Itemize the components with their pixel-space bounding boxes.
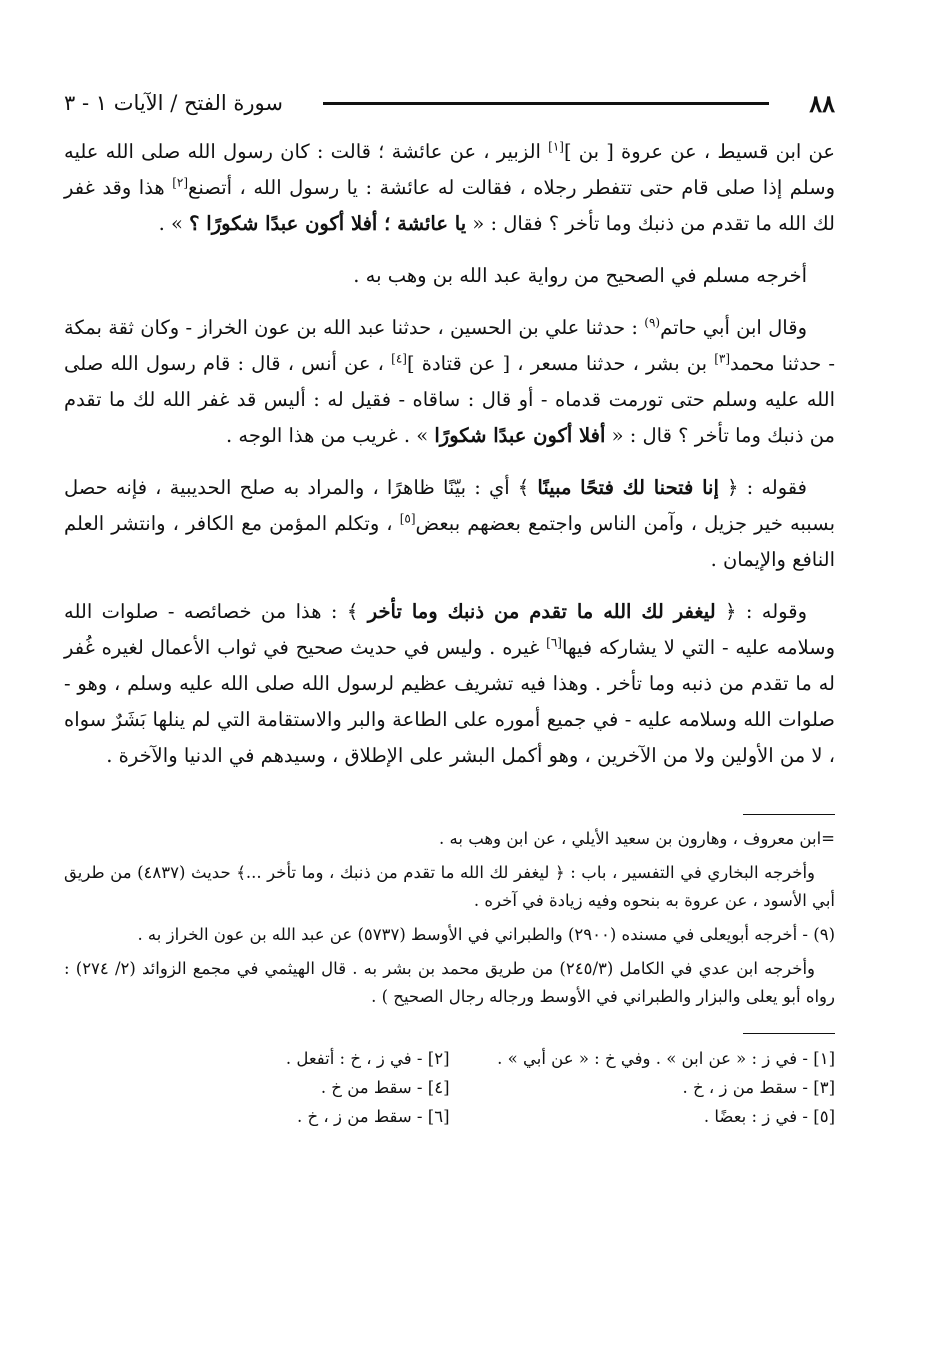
hadith-quote: يا عائشة ؛ أفلا أكون عبدًا شكورًا ؟	[189, 212, 467, 235]
hadith-quote: أفلا أكون عبدًا شكورًا	[434, 424, 606, 447]
bracket-note-2: [٢] - في ز ، خ : أتفعل .	[285, 1049, 450, 1068]
paragraph-1: عن ابن قسيط ، عن عروة [ بن ][١] الزبير ، عن عائشة ؛ قالت : كان رسول الله صلى الله عليه وسلم إذا صلى قام حتى تتفطر رجلاه ، فقالت له عائشة : يا رسول الله ، أتصنع[٢] هذا وقد غفر لك الله ما تقدم من ذنبك وما تأخر ؟ فقال : « يا عائشة ؛ أفلا أكون عبدًا شكورًا ؟ » .	[64, 139, 836, 235]
bracket-note-4: [٤] - سقط من خ .	[320, 1078, 450, 1097]
footnote-ref-5: [٥]	[399, 511, 416, 526]
footnote-continuation: =ابن معروف ، وهارون بن سعيد الأيلي ، عن ابن وهب به .	[439, 829, 835, 848]
bracket-note-5: [٥] - في ز : بعضًا .	[703, 1107, 835, 1126]
footnote-rule	[743, 814, 835, 815]
bracket-note-6: [٦] - سقط من ز ، خ .	[297, 1107, 450, 1126]
bracket-note-1: [١] - في ز : « عن ابن » . وفي خ : « عن أبي » .	[497, 1049, 835, 1068]
page-header	[64, 86, 835, 120]
footnotes	[64, 825, 835, 1011]
footnote-9: (٩) - أخرجه أبويعلى في مسنده (٢٩٠٠) والطبراني في الأوسط (٥٧٣٧) عن عبد الله بن عون الخراز به .	[137, 925, 835, 944]
bracket-notes-rule	[743, 1033, 835, 1034]
footnote-ref-1: [١]	[548, 139, 564, 154]
footnote-ref-6: [٦]	[546, 635, 562, 650]
bracket-notes-row	[64, 1044, 835, 1073]
bracket-notes	[64, 1044, 835, 1131]
main-text	[64, 134, 835, 774]
footnote-ref-4: [٤]	[391, 351, 407, 366]
bracket-notes-row	[64, 1102, 835, 1131]
paragraph-4: فقوله : ﴿ إنا فتحنا لك فتحًا مبينًا ﴾ أي : بيّنًا ظاهرًا ، والمراد به صلح الحديبية ، فإنه حصل بسببه خير جزيل ، وآمن الناس واجتمع بعضهم ببعض[٥] ، وتكلم المؤمن مع الكافر ، وانتشر العلم النافع والإيمان .	[64, 476, 835, 571]
quran-verse: إنا فتحنا لك فتحًا مبينًا	[537, 476, 719, 499]
running-head: سورة الفتح / الآيات ١ - ٣	[64, 91, 283, 115]
quran-verse: ليغفر لك الله ما تقدم من ذنبك وما تأخر	[367, 600, 716, 623]
page-number: ٨٨	[809, 88, 835, 118]
footnote-ref-3: [٣]	[714, 351, 731, 366]
footnote-ref-2: [٢]	[172, 175, 189, 190]
header-rule	[323, 102, 769, 105]
footnote-bukhari: وأخرجه البخاري في التفسير ، باب : ﴿ ليغفر لك الله ما تقدم من ذنبك ، وما تأخر ...﴾ حديث (٤٨٣٧) من طريق أبي الأسود ، عن عروة به بنحوه وفيه زيادة في آخره .	[64, 863, 835, 910]
paragraph-5: وقوله : ﴿ ليغفر لك الله ما تقدم من ذنبك وما تأخر ﴾ : هذا من خصائصه - صلوات الله وسلامه عليه - التي لا يشاركه فيها[٦] غيره . وليس في حديث صحيح في ثواب الأعمال لغيره غُفر له ما تقدم من ذنبه وما تأخر . وهذا فيه تشريف عظيم لرسول الله صلى الله عليه وسلم ، وهو - صلوات الله وسلامه عليه - في جميع أموره على الطاعة والبر والاستقامة التي لم ينلها بَشَرٌ سواه ، لا من الأولين ولا من الآخرين ، وهو أكمل البشر على الإطلاق ، وسيدهم في الدنيا والآخرة .	[64, 600, 835, 767]
bracket-note-3: [٣] - سقط من ز ، خ .	[682, 1078, 835, 1097]
footnote-ibn-adi: وأخرجه ابن عدي في الكامل (٢٤٥/٣) من طريق محمد بن بشر به . قال الهيثمي في مجمع الزوائد (٢/ ٢٧٤) : رواه أبو يعلى والبزار والطبراني في الأوسط ورجاله رجال الصحيح ) .	[64, 959, 835, 1006]
paragraph-2: أخرجه مسلم في الصحيح من رواية عبد الله بن وهب به .	[353, 264, 807, 287]
bracket-notes-row	[64, 1073, 835, 1102]
footnote-ref-9: (٩)	[644, 315, 661, 330]
paragraph-3: وقال ابن أبي حاتم$^{(٩)}$ : حدثنا علي بن الحسين ، حدثنا عبد الله بن عون الخراز - وكان ثقة بمكة - حدثنا محمد[٣] بن بشر ، حدثنا مسعر ، [ عن قتادة ][٤] ، عن أنس ، قال : قام رسول الله صلى الله عليه وسلم حتى تورمت قدماه - أو قال : ساقاه - فقيل له : أليس قد غفر الله لك ما تقدم من ذنبك وما تأخر ؟ قال : « أفلا أكون عبدًا شكورًا » . غريب من هذا الوجه .	[64, 315, 836, 447]
